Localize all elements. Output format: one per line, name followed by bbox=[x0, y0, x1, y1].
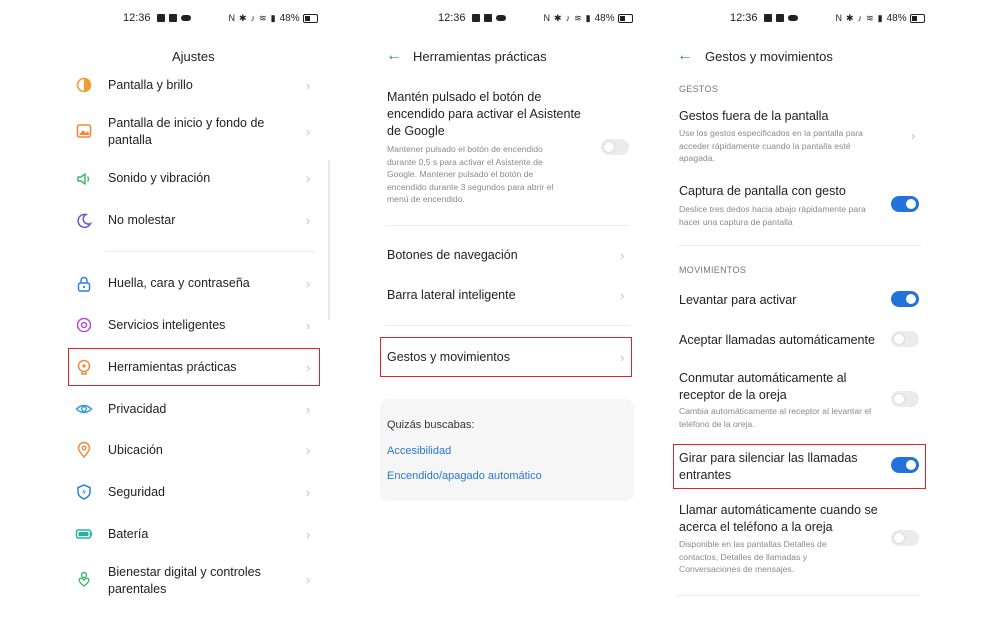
chevron-right-icon: › bbox=[620, 350, 625, 365]
section-header-movements: MOVIMIENTOS bbox=[679, 265, 747, 275]
gestures-motions-screen bbox=[663, 0, 933, 617]
suggestion-link-accessibility[interactable]: Accesibilidad bbox=[387, 445, 452, 457]
sound-icon bbox=[75, 170, 93, 188]
settings-item-label: No molestar bbox=[108, 213, 176, 227]
offscreen-gestures-label: Gestos fuera de la pantalla bbox=[679, 109, 829, 123]
divider bbox=[385, 325, 630, 326]
status-time: 12:36 bbox=[123, 12, 151, 24]
chevron-right-icon: › bbox=[306, 527, 311, 542]
chevron-right-icon: › bbox=[306, 171, 311, 186]
status-time: 12:36 bbox=[438, 12, 466, 24]
status-bar bbox=[438, 11, 633, 25]
settings-item-label: Huella, cara y contraseña bbox=[108, 276, 250, 290]
auto-receiver-toggle[interactable] bbox=[891, 391, 919, 407]
cloud-icon bbox=[496, 15, 506, 21]
highlight-box bbox=[380, 337, 632, 377]
brightness-icon bbox=[75, 76, 93, 94]
chevron-right-icon: › bbox=[306, 276, 311, 291]
suggestions-card bbox=[380, 399, 634, 501]
chevron-right-icon: › bbox=[620, 248, 625, 263]
auto-answer-toggle[interactable] bbox=[891, 331, 919, 347]
cloud-icon bbox=[181, 15, 191, 21]
wallpaper-icon bbox=[75, 122, 93, 140]
settings-item-label: Batería bbox=[108, 527, 149, 541]
bluetooth-icon: ✱ bbox=[239, 12, 247, 23]
privacy-icon bbox=[75, 400, 93, 418]
nfc-icon: N bbox=[543, 13, 551, 23]
signal-icon: ▮ bbox=[585, 12, 591, 23]
chevron-right-icon: › bbox=[306, 572, 311, 587]
offscreen-gestures-description: Use los gestos especificados en la pantalla para acceder rápidamente cuando la pantalla esté apagada. bbox=[679, 128, 863, 163]
auto-call-label: Llamar automáticamente cuando se acerca el teléfono a la oreja bbox=[679, 503, 878, 534]
page-title: Gestos y movimientos bbox=[705, 49, 833, 64]
lock-icon bbox=[75, 275, 93, 293]
chevron-right-icon: › bbox=[620, 288, 625, 303]
raise-to-wake-toggle[interactable] bbox=[891, 291, 919, 307]
section-header-gestures: GESTOS bbox=[679, 84, 719, 94]
suggestion-link-auto-power[interactable]: Encendido/apagado automático bbox=[387, 470, 542, 482]
status-bar bbox=[730, 11, 925, 25]
chevron-right-icon: › bbox=[306, 360, 311, 375]
linkedin-icon bbox=[484, 14, 492, 22]
suggestions-title: Quizás buscabas: bbox=[387, 419, 475, 431]
status-time: 12:36 bbox=[730, 12, 758, 24]
cloud-icon bbox=[788, 15, 798, 21]
chevron-right-icon: › bbox=[306, 402, 311, 417]
chevron-right-icon: › bbox=[911, 128, 916, 143]
settings-item-label: Bienestar digital y controles parentales bbox=[108, 565, 261, 596]
auto-call-description: Disponible en las pantallas Detalles de contactos, Detalles de llamadas y Conversaciones de mensajes. bbox=[679, 539, 827, 574]
back-arrow-icon[interactable]: ← bbox=[386, 47, 402, 64]
settings-item-label: Pantalla de inicio y fondo de pantalla bbox=[108, 116, 265, 147]
auto-receiver-description: Cambia automáticamente al receptor al levantar el teléfono de la oreja. bbox=[679, 406, 872, 429]
settings-screen bbox=[55, 0, 335, 617]
power-button-label: Mantén pulsado el botón de encendido para activar el Asistente de Google bbox=[387, 90, 581, 138]
page-title: Ajustes bbox=[172, 49, 215, 64]
notification-icon bbox=[764, 14, 772, 22]
location-icon bbox=[75, 441, 93, 459]
battery-status-icon bbox=[618, 14, 633, 23]
raise-to-wake-label: Levantar para activar bbox=[679, 293, 797, 307]
chevron-right-icon: › bbox=[306, 318, 311, 333]
signal-icon: ▮ bbox=[270, 12, 276, 23]
divider bbox=[385, 225, 630, 226]
settings-item-label: Privacidad bbox=[108, 402, 167, 416]
nfc-icon: N bbox=[228, 13, 236, 23]
bluetooth-icon: ✱ bbox=[554, 12, 562, 23]
settings-item-label: Sonido y vibración bbox=[108, 171, 211, 185]
chevron-right-icon: › bbox=[306, 485, 311, 500]
moon-icon bbox=[75, 212, 93, 230]
battery-status-icon bbox=[910, 14, 925, 23]
flip-to-mute-label: Girar para silenciar las llamadas entrantes bbox=[679, 451, 858, 482]
navigation-buttons-label: Botones de navegación bbox=[387, 248, 518, 262]
chevron-right-icon: › bbox=[306, 213, 311, 228]
nfc-icon: N bbox=[835, 13, 843, 23]
auto-call-toggle[interactable] bbox=[891, 530, 919, 546]
page-title: Herramientas prácticas bbox=[413, 49, 547, 64]
notification-icon bbox=[157, 14, 165, 22]
chevron-right-icon: › bbox=[306, 78, 311, 93]
highlight-box bbox=[673, 444, 926, 489]
mute-icon: ♪ bbox=[857, 13, 863, 23]
settings-item-label: Herramientas prácticas bbox=[108, 360, 237, 374]
power-button-description: Mantener pulsado el botón de encendido durante 0,5 s para activar el Asistente de Google. Mantener pulsado el botón de encendido durante 3 segundos para abrir el menú de encendido. bbox=[387, 144, 554, 204]
status-bar bbox=[123, 11, 318, 25]
battery-percent: 48% bbox=[594, 12, 615, 24]
mute-icon: ♪ bbox=[250, 13, 256, 23]
settings-item-label: Servicios inteligentes bbox=[108, 318, 226, 332]
auto-answer-label: Aceptar llamadas automáticamente bbox=[679, 333, 875, 347]
bluetooth-icon: ✱ bbox=[846, 12, 854, 23]
battery-percent: 48% bbox=[886, 12, 907, 24]
battery-percent: 48% bbox=[279, 12, 300, 24]
divider bbox=[105, 251, 315, 252]
battery-icon bbox=[75, 525, 93, 543]
linkedin-icon bbox=[776, 14, 784, 22]
settings-item-label: Pantalla y brillo bbox=[108, 78, 193, 92]
settings-item-label: Seguridad bbox=[108, 485, 165, 499]
mute-icon: ♪ bbox=[565, 13, 571, 23]
smart-sidebar-label: Barra lateral inteligente bbox=[387, 288, 516, 302]
auto-receiver-label: Conmutar automáticamente al receptor de la oreja bbox=[679, 371, 847, 402]
battery-status-icon bbox=[303, 14, 318, 23]
signal-icon: ▮ bbox=[877, 12, 883, 23]
power-button-toggle[interactable] bbox=[601, 139, 629, 155]
screenshot-gesture-description: Deslice tres dedos hacia abajo rápidamente para hacer una captura de pantalla bbox=[679, 204, 866, 227]
back-arrow-icon[interactable]: ← bbox=[677, 47, 693, 64]
linkedin-icon bbox=[169, 14, 177, 22]
notification-icon bbox=[472, 14, 480, 22]
security-icon bbox=[75, 483, 93, 501]
wifi-icon: ≋ bbox=[574, 12, 582, 23]
screenshot-gesture-toggle[interactable] bbox=[891, 196, 919, 212]
scrollbar[interactable] bbox=[328, 160, 330, 320]
wellbeing-icon bbox=[75, 570, 93, 588]
gestures-motions-label: Gestos y movimientos bbox=[387, 350, 510, 364]
chevron-right-icon: › bbox=[306, 443, 311, 458]
chevron-right-icon: › bbox=[306, 124, 311, 139]
highlight-box bbox=[68, 348, 320, 386]
screenshot-gesture-label: Captura de pantalla con gesto bbox=[679, 184, 846, 198]
smart-services-icon bbox=[75, 316, 93, 334]
wifi-icon: ≋ bbox=[259, 12, 267, 23]
practical-tools-screen bbox=[370, 0, 640, 617]
settings-item-label: Ubicación bbox=[108, 443, 163, 457]
wifi-icon: ≋ bbox=[866, 12, 874, 23]
divider bbox=[678, 595, 921, 596]
divider bbox=[678, 245, 921, 246]
